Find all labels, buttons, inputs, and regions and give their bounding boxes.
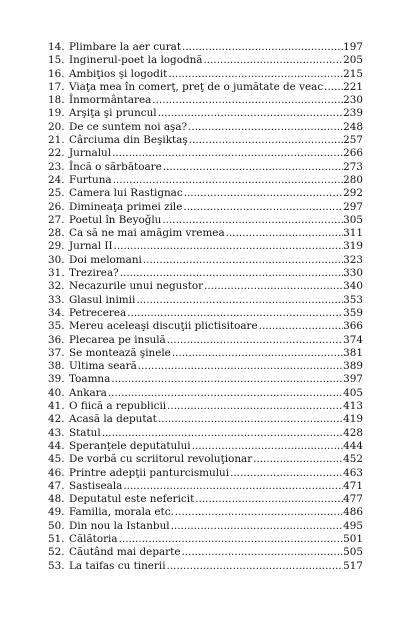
toc-dot-leader [225,227,344,240]
toc-dot-leader [161,214,343,227]
toc-entry-page: 330 [343,267,363,280]
toc-entry [48,227,363,240]
toc-entry-page: 319 [343,240,363,253]
toc-entry-page: 221 [343,80,363,93]
toc-entry-number: 41. [48,400,65,413]
toc-dot-leader [258,320,344,333]
toc-dot-leader [203,280,343,293]
toc-entry-page: 501 [343,532,363,545]
toc-entry [48,347,363,360]
toc-entry-title: Călătoria [69,532,118,545]
toc-dot-leader [171,347,343,360]
toc-entry-title: Jurnal II [69,240,113,253]
toc-entry-number: 42. [48,413,65,426]
toc-entry-page: 297 [343,200,363,213]
toc-entry [48,294,363,307]
toc-entry-page: 413 [343,400,363,413]
toc-entry-page: 353 [343,293,363,306]
toc-entry-number: 50. [48,519,65,532]
toc-entry-number: 30. [48,253,65,266]
toc-entry [48,254,363,267]
toc-dot-leader [111,147,343,160]
toc-entry-number: 47. [48,479,65,492]
toc-entry-number: 25. [48,187,65,200]
toc-entry-page: 280 [343,173,363,186]
toc-entry [48,107,363,120]
toc-entry-number: 18. [48,94,65,107]
toc-entry-title: Plecarea pe insulă [69,333,166,346]
toc-dot-leader [162,161,343,174]
toc-entry [48,307,363,320]
toc-entry-number: 37. [48,346,65,359]
toc-entry-number: 45. [48,453,65,466]
toc-entry-page: 340 [343,280,363,293]
toc-dot-leader [126,307,343,320]
toc-entry-number: 40. [48,386,65,399]
toc-entry-number: 29. [48,240,65,253]
toc-dot-leader [166,334,343,347]
toc-dot-leader [110,373,343,386]
toc-entry-title: Deputatul este nefericit [69,493,195,506]
toc-entry [48,94,363,107]
toc-entry-page: 486 [343,506,363,519]
toc-entry-title: Ankara [69,386,107,399]
toc-dot-leader [151,94,343,107]
toc-entry [48,560,363,573]
toc-dot-leader [112,174,344,187]
toc-entry-page: 405 [343,386,363,399]
toc-dot-leader [166,560,344,573]
toc-entry-number: 48. [48,493,65,506]
toc-entry-title: Ambiţios şi logodit [69,67,168,80]
toc-entry-page: 292 [343,187,363,200]
toc-entry-page: 495 [343,519,363,532]
toc-entry [48,81,363,94]
toc-entry-title: Poetul în Beyoğlu [69,213,162,226]
toc-entry-number: 36. [48,333,65,346]
toc-entry-number: 27. [48,213,65,226]
toc-entry-page: 389 [343,360,363,373]
toc-dot-leader [183,187,343,200]
toc-entry-title: Doi melomani [69,253,142,266]
toc-entry [48,68,363,81]
toc-entry [48,360,363,373]
toc-dot-leader [182,201,343,214]
toc-entry-page: 311 [343,227,363,240]
toc-entry-number: 24. [48,173,65,186]
toc-entry-title: Acasă la deputat [69,413,157,426]
toc-entry [48,400,363,413]
toc-entry-title: Ultima seară [69,360,137,373]
toc-dot-leader [135,294,343,307]
toc-entry-page: 366 [343,320,363,333]
toc-entry-title: Se montează şinele [69,346,171,359]
toc-entry-title: O fiică a republicii [69,400,167,413]
toc-entry [48,187,363,200]
toc-entry [48,240,363,253]
toc-entry [48,467,363,480]
toc-entry-title: De ce suntem noi aşa? [69,120,188,133]
toc-entry-number: 44. [48,439,65,452]
toc-entry-title: De vorbă cu scriitorul revoluţionar [69,453,253,466]
toc-entry-number: 19. [48,107,65,120]
toc-dot-leader [157,107,344,120]
toc-entry-page: 452 [343,453,363,466]
toc-entry-page: 505 [343,546,363,559]
toc-entry-page: 273 [343,160,363,173]
toc-entry-page: 230 [343,94,363,107]
toc-entry-page: 517 [343,559,363,572]
toc-entry [48,147,363,160]
toc-dot-leader [107,387,343,400]
toc-entry [48,480,363,493]
toc-entry-number: 17. [48,80,65,93]
toc-dot-leader [122,480,343,493]
toc-entry [48,161,363,174]
toc-dot-leader [142,254,343,267]
toc-entry-number: 39. [48,373,65,386]
toc-entry-number: 49. [48,506,65,519]
toc-entry-page: 205 [343,54,363,67]
table-of-contents [48,41,363,573]
toc-entry [48,320,363,333]
toc-entry-number: 38. [48,360,65,373]
toc-entry [48,427,363,440]
toc-entry-page: 463 [343,466,363,479]
toc-entry-page: 305 [343,213,363,226]
toc-entry-number: 20. [48,120,65,133]
toc-entry [48,54,363,67]
toc-entry-page: 374 [343,333,363,346]
toc-entry-page: 248 [343,120,363,133]
toc-entry [48,121,363,134]
toc-entry-title: Ca să ne mai amăgim vremea [69,227,225,240]
toc-dot-leader [113,240,344,253]
toc-entry [48,334,363,347]
toc-entry-title: Din nou la Istanbul [69,519,170,532]
toc-entry-page: 477 [343,493,363,506]
toc-entry-number: 23. [48,160,65,173]
toc-entry-title: La taifas cu tinerii [69,559,166,572]
toc-entry-number: 16. [48,67,65,80]
toc-dot-leader [167,68,343,81]
toc-entry [48,280,363,293]
toc-entry [48,214,363,227]
toc-dot-leader [191,440,344,453]
toc-dot-leader [229,467,343,480]
toc-entry-page: 215 [343,67,363,80]
toc-dot-leader [194,493,343,506]
toc-dot-leader [187,121,343,134]
toc-entry-title: Statul [69,426,101,439]
toc-entry-page: 444 [343,439,363,452]
toc-entry-number: 33. [48,293,65,306]
toc-entry [48,174,363,187]
toc-dot-leader [180,546,343,559]
toc-dot-leader [101,427,343,440]
toc-entry [48,41,363,54]
toc-entry-title: Toamna [69,373,111,386]
toc-entry-number: 53. [48,559,65,572]
toc-dot-leader [118,533,344,546]
toc-entry-title: Încă o sărbătoare [69,160,162,173]
toc-entry-title: Familia, morala etc. [69,506,174,519]
toc-dot-leader [119,267,343,280]
toc-entry-page: 266 [343,147,363,160]
toc-entry [48,387,363,400]
toc-entry-number: 34. [48,306,65,319]
toc-entry-title: Înmormântarea [69,94,152,107]
toc-entry-number: 31. [48,267,65,280]
toc-entry [48,493,363,506]
toc-entry-number: 32. [48,280,65,293]
toc-entry-number: 22. [48,147,65,160]
toc-entry-page: 359 [343,306,363,319]
toc-entry-title: Mereu aceleaşi discuţii plictisitoare [69,320,258,333]
toc-entry-number: 26. [48,200,65,213]
toc-entry [48,520,363,533]
toc-entry-page: 471 [343,479,363,492]
toc-entry-page: 323 [343,253,363,266]
toc-entry-title: Viaţa mea în comerţ, preţ de o jumătate de veac [69,80,324,93]
toc-dot-leader [174,506,343,519]
toc-entry-title: Inginerul-poet la logodnă [69,54,203,67]
toc-entry-number: 43. [48,426,65,439]
toc-dot-leader [323,81,343,94]
toc-entry [48,201,363,214]
toc-entry-title: Arşiţa şi pruncul [69,107,157,120]
toc-entry [48,546,363,559]
toc-entry-title: Sastiseala [69,479,123,492]
toc-entry [48,506,363,519]
toc-entry-page: 197 [343,41,363,53]
toc-entry-number: 46. [48,466,65,479]
toc-entry-title: Dimineaţa primei zile [69,200,183,213]
toc-entry-number: 52. [48,546,65,559]
toc-entry-page: 239 [343,107,363,120]
toc-entry-title: Furtuna [69,173,112,186]
toc-entry-page: 428 [343,426,363,439]
toc-entry-title: Printre adepţii panturcismului [69,466,230,479]
toc-entry [48,413,363,426]
toc-entry-title: Trezirea? [69,267,119,280]
toc-entry [48,440,363,453]
toc-entry [48,453,363,466]
toc-dot-leader [188,134,343,147]
toc-entry-title: Cârciuma din Beşiktaş [69,134,188,147]
toc-entry-title: Speranţele deputatului [69,439,191,452]
toc-entry-number: 28. [48,227,65,240]
toc-entry-page: 381 [343,346,363,359]
toc-entry [48,267,363,280]
toc-entry-title: Plimbare la aer curat [69,41,182,53]
toc-entry [48,533,363,546]
toc-entry-page: 257 [343,134,363,147]
toc-entry-page: 397 [343,373,363,386]
toc-entry-title: Necazurile unui negustor [69,280,204,293]
toc-entry-title: Căutând mai departe [69,546,181,559]
toc-dot-leader [166,400,343,413]
toc-dot-leader [137,360,343,373]
toc-dot-leader [181,41,343,54]
toc-dot-leader [170,520,344,533]
toc-entry-title: Jurnalul [69,147,112,160]
toc-entry-number: 35. [48,320,65,333]
toc-dot-leader [157,413,343,426]
toc-entry-number: 15. [48,54,65,67]
toc-entry-number: 51. [48,532,65,545]
toc-entry-title: Camera lui Rastignac [69,187,183,200]
toc-entry-number: 14. [48,41,65,53]
toc-entry-title: Petrecerea [69,306,127,319]
toc-entry-page: 419 [343,413,363,426]
toc-entry [48,373,363,386]
toc-dot-leader [203,54,344,67]
toc-dot-leader [252,453,343,466]
toc-entry [48,134,363,147]
toc-entry-title: Glasul inimii [69,293,136,306]
toc-entry-number: 21. [48,134,65,147]
